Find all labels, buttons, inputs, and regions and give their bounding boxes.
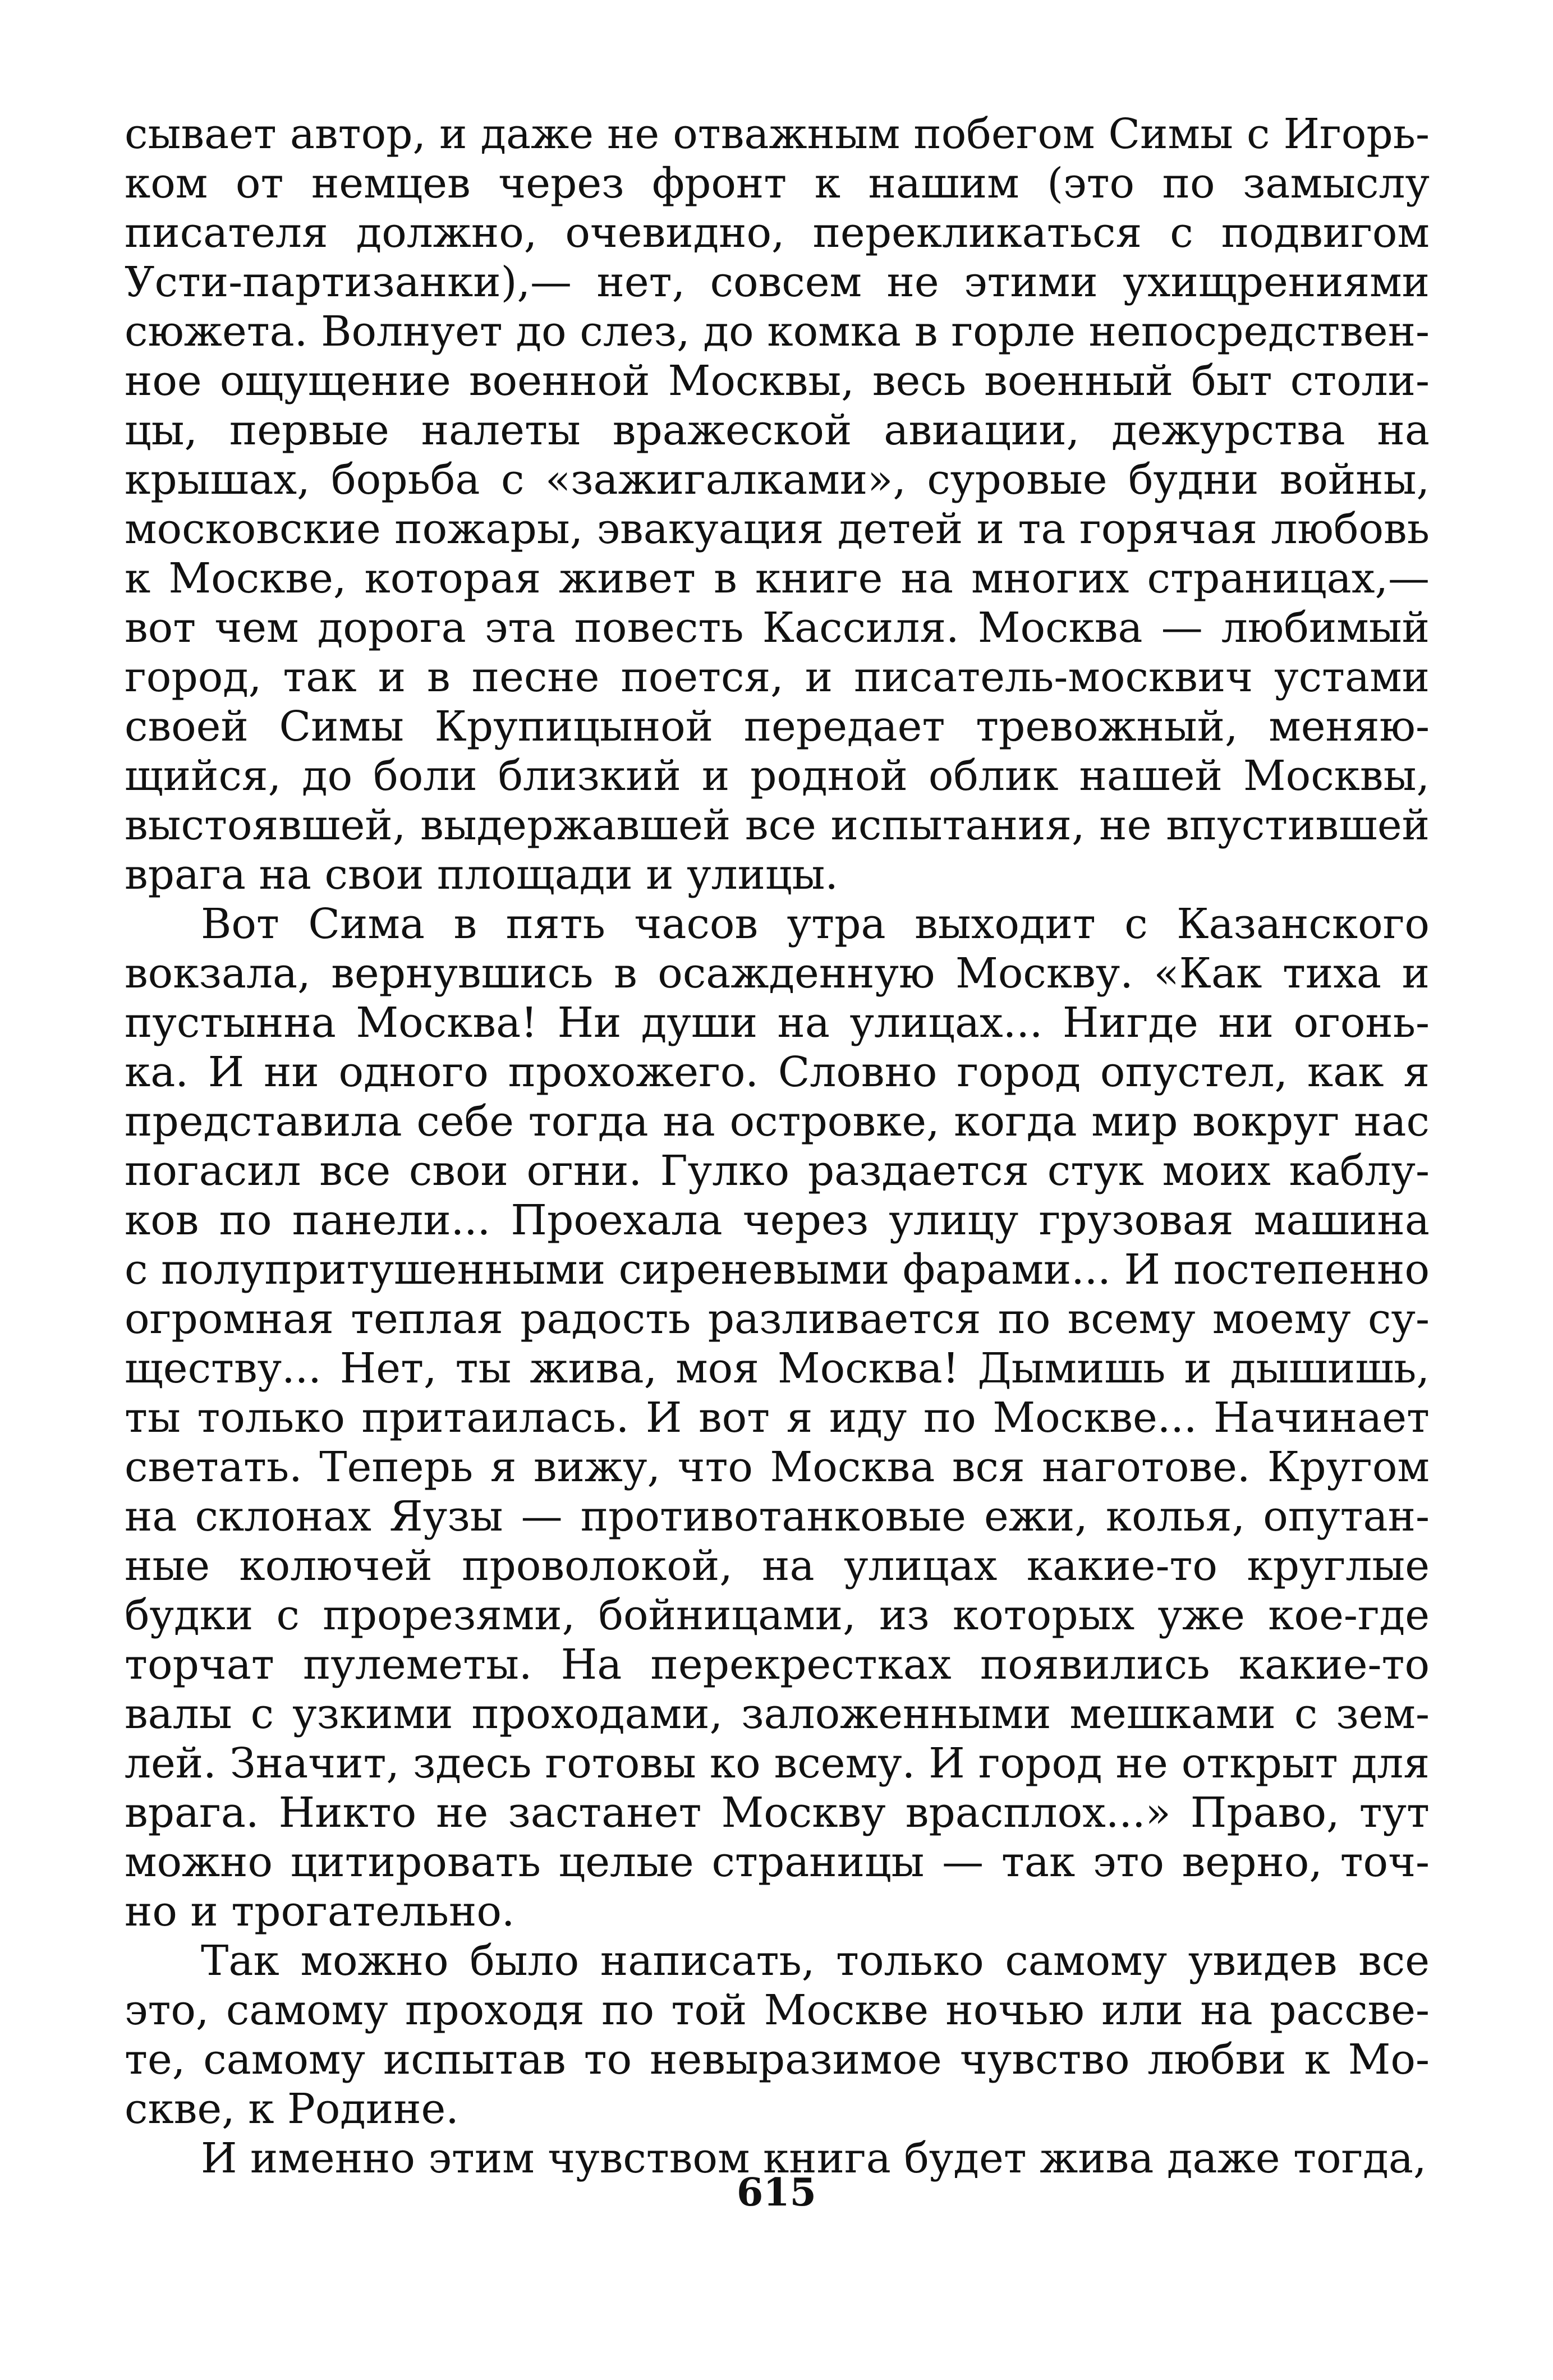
text-line: город, так и в песне поется, и писатель-москвич устами — [125, 653, 1430, 701]
body-text — [125, 109, 1430, 2183]
text-line: светать. Теперь я вижу, что Москва вся наготове. Кругом — [125, 1443, 1430, 1491]
page-number: 615 — [737, 2170, 816, 2215]
text-line: но и трогательно. — [125, 1887, 515, 1936]
text-line: будки с прорезями, бойницами, из которых уже кое-где — [125, 1591, 1430, 1639]
text-line: врага на свои площади и улицы. — [125, 851, 838, 899]
text-line: Так можно было написать, только самому увидев все — [201, 1937, 1430, 1985]
text-line: валы с узкими проходами, заложенными мешками с зем- — [125, 1690, 1430, 1738]
text-line: пустынна Москва! Ни души на улицах... Нигде ни огонь- — [125, 999, 1430, 1047]
text-line: ные колючей проволокой, на улицах какие-то круглые — [125, 1542, 1430, 1590]
text-line: к Москве, которая живет в книге на многих страницах,— — [125, 554, 1430, 603]
text-line: на склонах Яузы — противотанковые ежи, колья, опутан- — [125, 1492, 1430, 1541]
text-line: скве, к Родине. — [125, 2085, 459, 2133]
text-line: Усти-партизанки),— нет, совсем не этими ухищрениями — [125, 258, 1430, 306]
text-line: это, самому проходя по той Москве ночью или на рассве- — [125, 1986, 1430, 2034]
text-line: вокзала, вернувшись в осажденную Москву. «Как тиха и — [125, 949, 1430, 998]
text-line: можно цитировать целые страницы — так это верно, точ- — [125, 1838, 1430, 1886]
text-line: писателя должно, очевидно, перекликаться с подвигом — [125, 209, 1430, 257]
text-line: ты только притаилась. И вот я иду по Москве... Начинает — [125, 1394, 1430, 1442]
text-line: лей. Значит, здесь готовы ко всему. И город не открыт для — [125, 1739, 1430, 1788]
paragraph — [125, 899, 1430, 1936]
text-line: ков по панели... Проехала через улицу грузовая машина — [125, 1196, 1430, 1244]
text-line: щийся, до боли близкий и родной облик нашей Москвы, — [125, 752, 1430, 800]
text-line: те, самому испытав то невыразимое чувство любви к Мо- — [125, 2036, 1430, 2084]
paragraph — [125, 109, 1430, 899]
text-line: погасил все свои огни. Гулко раздается стук моих каблу- — [125, 1147, 1430, 1195]
text-line: цы, первые налеты вражеской авиации, дежурства на — [125, 406, 1430, 454]
text-line: торчат пулеметы. На перекрестках появились какие-то — [125, 1641, 1430, 1689]
text-line: ществу... Нет, ты жива, моя Москва! Дымишь и дышишь, — [125, 1344, 1430, 1393]
text-line: ное ощущение военной Москвы, весь военный быт столи- — [125, 357, 1430, 405]
text-line: И именно этим чувством книга будет жива даже тогда, — [201, 2134, 1427, 2183]
text-line: выстоявшей, выдержавшей все испытания, не впустившей — [125, 801, 1430, 849]
text-line: московские пожары, эвакуация детей и та горячая любовь — [125, 505, 1430, 553]
text-line: ком от немцев через фронт к нашим (это по замыслу — [125, 159, 1430, 208]
text-line: сюжета. Волнует до слез, до комка в горле непосредствен- — [125, 307, 1430, 356]
text-line: сывает автор, и даже не отважным побегом Симы с Игорь- — [125, 110, 1430, 158]
text-line: Вот Сима в пять часов утра выходит с Казанского — [201, 900, 1430, 948]
text-line: вот чем дорога эта повесть Кассиля. Москва — любимый — [125, 604, 1430, 652]
text-line: своей Симы Крупицыной передает тревожный, меняю- — [125, 702, 1430, 751]
text-line: представила себе тогда на островке, когда мир вокруг нас — [125, 1097, 1430, 1146]
paragraph — [125, 1936, 1430, 2134]
text-line: крышах, борьба с «зажигалками», суровые будни войны, — [125, 456, 1430, 504]
text-line: ка. И ни одного прохожего. Словно город опустел, как я — [125, 1048, 1430, 1096]
text-line: с полупритушенными сиреневыми фарами... И постепенно — [125, 1246, 1430, 1294]
text-line: огромная теплая радость разливается по всему моему су- — [125, 1295, 1430, 1343]
text-line: врага. Никто не застанет Москву врасплох...» Право, тут — [125, 1789, 1430, 1837]
